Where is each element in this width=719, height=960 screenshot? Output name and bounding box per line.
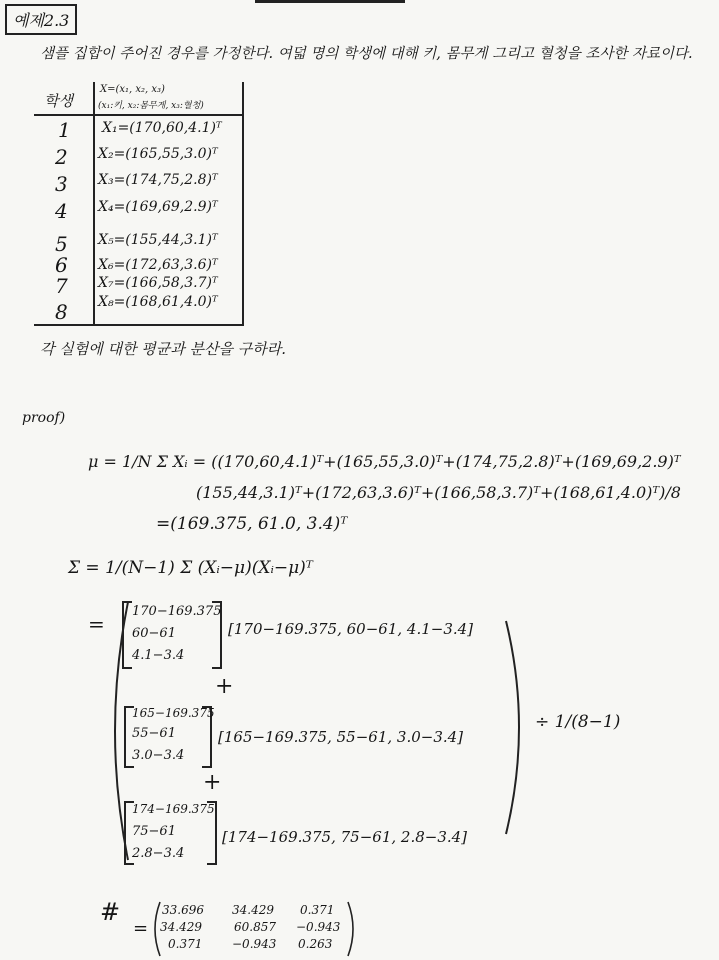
- table-row-index: 4: [55, 199, 68, 223]
- plus-sign: +: [215, 674, 234, 699]
- table-row-value: X₇=(166,58,3.7)ᵀ: [98, 275, 218, 291]
- table-row-value: X₃=(174,75,2.8)ᵀ: [98, 172, 218, 188]
- table-row-value: X₆=(172,63,3.6)ᵀ: [98, 257, 218, 273]
- row-vector: [174−169.375, 75−61, 2.8−3.4]: [222, 828, 468, 846]
- divide-factor: ÷ 1/(8−1): [535, 712, 621, 732]
- table-row-index: 6: [55, 253, 68, 277]
- result-paren-right: [346, 900, 360, 958]
- table-row-value: X₄=(169,69,2.9)ᵀ: [98, 199, 218, 215]
- table-row-value: X₂=(165,55,3.0)ᵀ: [98, 146, 218, 162]
- matrix-cell: 60.857: [234, 920, 276, 934]
- matrix-cell: −0.943: [296, 920, 341, 934]
- column-entry: 170−169.375: [132, 604, 222, 619]
- column-entry: 4.1−3.4: [132, 648, 185, 663]
- mean-result: =(169.375, 61.0, 3.4)ᵀ: [156, 514, 348, 534]
- equals-sign: =: [133, 918, 149, 939]
- table-row-value: X₅=(155,44,3.1)ᵀ: [98, 232, 218, 248]
- proof-label: proof): [22, 410, 66, 426]
- table-row-value: X₈=(168,61,4.0)ᵀ: [98, 294, 218, 310]
- mean-equation-line2: (155,44,3.1)ᵀ+(172,63,3.6)ᵀ+(166,58,3.7)ᵀ+(168,61,4.0)ᵀ)/8: [196, 483, 681, 502]
- table-row-index: 1: [58, 118, 71, 142]
- table-row-value: X₁=(170,60,4.1)ᵀ: [102, 120, 222, 136]
- column-entry: 2.8−3.4: [132, 846, 185, 861]
- covariance-definition: Σ = 1/(N−1) Σ (Xᵢ−μ)(Xᵢ−μ)ᵀ: [68, 558, 313, 578]
- column-entry: 3.0−3.4: [132, 748, 185, 763]
- table-header-vector-desc: (x₁:키, x₂:몸무게, x₃:혈청): [98, 101, 204, 111]
- right-big-paren: [500, 615, 535, 840]
- top-edge-mark: [255, 0, 405, 3]
- row-vector: [165−169.375, 55−61, 3.0−3.4]: [218, 728, 464, 746]
- matrix-cell: 0.263: [298, 937, 333, 951]
- table-row-index: 8: [55, 300, 68, 324]
- table-row-index: 5: [55, 232, 68, 256]
- row-vector: [170−169.375, 60−61, 4.1−3.4]: [228, 620, 474, 638]
- column-entry: 165−169.375: [132, 706, 215, 720]
- column-entry: 55−61: [132, 726, 176, 741]
- problem-statement: 샘플 집합이 주어진 경우를 가정한다. 여덟 명의 학생에 대해 키, 몸무게 그리고 혈청을 조사한 자료이다.: [40, 46, 693, 62]
- table-header-vector: X=(x₁, x₂, x₃): [100, 84, 165, 95]
- hash-mark: #: [100, 898, 121, 926]
- matrix-cell: 34.429: [232, 903, 274, 917]
- column-entry: 60−61: [132, 626, 176, 641]
- plus-sign: +: [203, 770, 222, 795]
- example-title: 예제2.3: [5, 4, 77, 35]
- table-row-index: 3: [55, 172, 68, 196]
- matrix-cell: 0.371: [300, 903, 335, 917]
- table-row-index: 7: [55, 274, 68, 298]
- matrix-cell: −0.943: [232, 937, 277, 951]
- matrix-cell: 0.371: [168, 937, 203, 951]
- matrix-cell: 34.429: [160, 920, 202, 934]
- question-text: 각 실험에 대한 평균과 분산을 구하라.: [40, 340, 286, 358]
- column-entry: 174−169.375: [132, 802, 215, 816]
- matrix-cell: 33.696: [162, 903, 204, 917]
- table-header-student: 학생: [44, 92, 73, 110]
- mean-equation-line1: μ = 1/N Σ Xᵢ = ((170,60,4.1)ᵀ+(165,55,3.0)ᵀ+(174,75,2.8)ᵀ+(169,69,2.9)ᵀ: [88, 452, 681, 471]
- table-divider-horizontal: [34, 114, 244, 116]
- table-divider-vertical: [93, 82, 95, 326]
- equals-sign: =: [88, 612, 105, 636]
- column-entry: 75−61: [132, 824, 176, 839]
- table-row-index: 2: [55, 145, 68, 169]
